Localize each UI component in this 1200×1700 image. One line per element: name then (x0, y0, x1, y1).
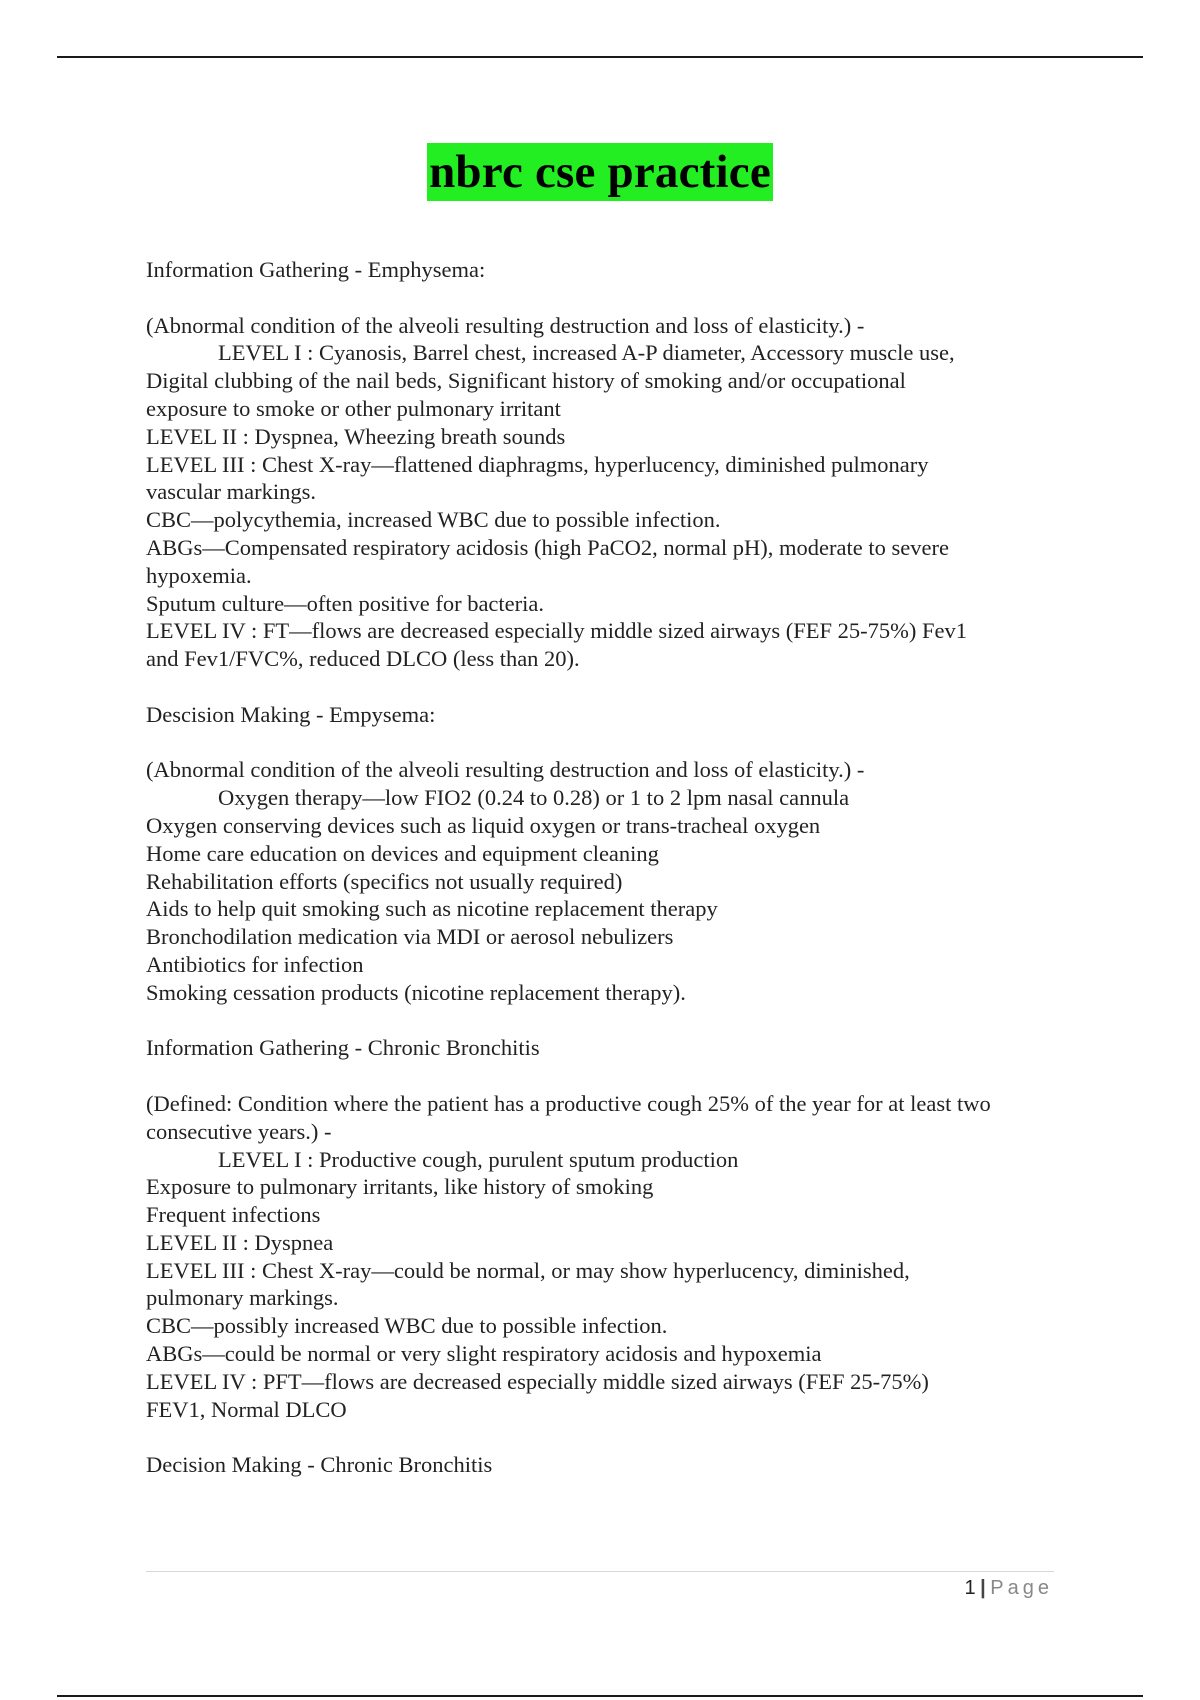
text-line: FEV1, Normal DLCO (146, 1396, 347, 1422)
text-line: Exposure to pulmonary irritants, like history of smoking (146, 1174, 654, 1200)
blank-line (146, 284, 1066, 312)
text-line: Oxygen conserving devices such as liquid oxygen or trans-tracheal oxygen (146, 812, 821, 838)
document-title: nbrc cse practice (427, 143, 773, 201)
text-line: Descision Making - Empysema: (146, 701, 436, 727)
text-line: Home care education on devices and equipment cleaning (146, 840, 659, 866)
text-line: Decision Making - Chronic Bronchitis (146, 1452, 493, 1478)
text-line: Rehabilitation efforts (specifics not usually required) (146, 868, 623, 894)
text-line: exposure to smoke or other pulmonary irritant (146, 395, 561, 421)
blank-line (146, 1062, 1066, 1090)
text-line: LEVEL IV : FT—flows are decreased especially middle sized airways (FEF 25-75%) Fev1 (146, 618, 968, 644)
text-line: Information Gathering - Emphysema: (146, 257, 486, 282)
text-line: (Defined: Condition where the patient has a productive cough 25% of the year for at least two (146, 1090, 991, 1116)
blank-line (146, 729, 1066, 757)
blank-line (146, 1423, 1066, 1451)
blank-line (146, 673, 1066, 701)
text-line: LEVEL IV : PFT—flows are decreased especially middle sized airways (FEF 25-75%) (146, 1368, 929, 1394)
text-line: Antibiotics for infection (146, 951, 364, 977)
text-line: Frequent infections (146, 1202, 321, 1228)
bottom-rule (57, 1695, 1143, 1697)
text-line: Smoking cessation products (nicotine replacement therapy). (146, 979, 686, 1005)
text-line: LEVEL I : Productive cough, purulent sputum production (218, 1146, 739, 1172)
text-line: and Fev1/FVC%, reduced DLCO (less than 20). (146, 646, 580, 672)
text-line: Oxygen therapy—low FIO2 (0.24 to 0.28) or 1 to 2 lpm nasal cannula (218, 785, 850, 811)
text-line: Information Gathering - Chronic Bronchitis (146, 1035, 540, 1061)
text-line: ABGs—could be normal or very slight respiratory acidosis and hypoxemia (146, 1341, 822, 1367)
text-line: Digital clubbing of the nail beds, Significant history of smoking and/or occupational (146, 368, 906, 394)
text-line: LEVEL III : Chest X-ray—could be normal, or may show hyperlucency, diminished, (146, 1257, 910, 1283)
text-line: LEVEL III : Chest X-ray—flattened diaphragms, hyperlucency, diminished pulmonary (146, 451, 929, 477)
text-line: consecutive years.) - (146, 1118, 332, 1144)
page-number: 1 (964, 1577, 977, 1599)
header-rule (57, 56, 1143, 58)
footer-separator: | (980, 1577, 987, 1599)
text-line: LEVEL II : Dyspnea (146, 1229, 334, 1255)
text-line: LEVEL I : Cyanosis, Barrel chest, increased A-P diameter, Accessory muscle use, (218, 340, 955, 366)
blank-line (146, 1007, 1066, 1035)
text-line: (Abnormal condition of the alveoli resulting destruction and loss of elasticity.) - (146, 757, 865, 783)
text-line: LEVEL II : Dyspnea, Wheezing breath sounds (146, 423, 566, 449)
title-container (0, 143, 1200, 201)
text-line: CBC—polycythemia, increased WBC due to possible infection. (146, 507, 721, 533)
text-line: pulmonary markings. (146, 1285, 339, 1311)
page-label: Page (990, 1577, 1053, 1599)
text-line: ABGs—Compensated respiratory acidosis (high PaCO2, normal pH), moderate to severe (146, 534, 949, 560)
text-line: CBC—possibly increased WBC due to possible infection. (146, 1313, 668, 1339)
text-line: vascular markings. (146, 479, 316, 505)
text-line: hypoxemia. (146, 562, 252, 588)
text-line: Bronchodilation medication via MDI or aerosol nebulizers (146, 924, 674, 950)
text-line: Aids to help quit smoking such as nicotine replacement therapy (146, 896, 718, 922)
document-body (146, 256, 1066, 1479)
page-footer (965, 1577, 1053, 1600)
text-line: Sputum culture—often positive for bacteria. (146, 590, 545, 616)
text-line: (Abnormal condition of the alveoli resulting destruction and loss of elasticity.) - (146, 312, 865, 338)
footer-rule (146, 1571, 1054, 1572)
